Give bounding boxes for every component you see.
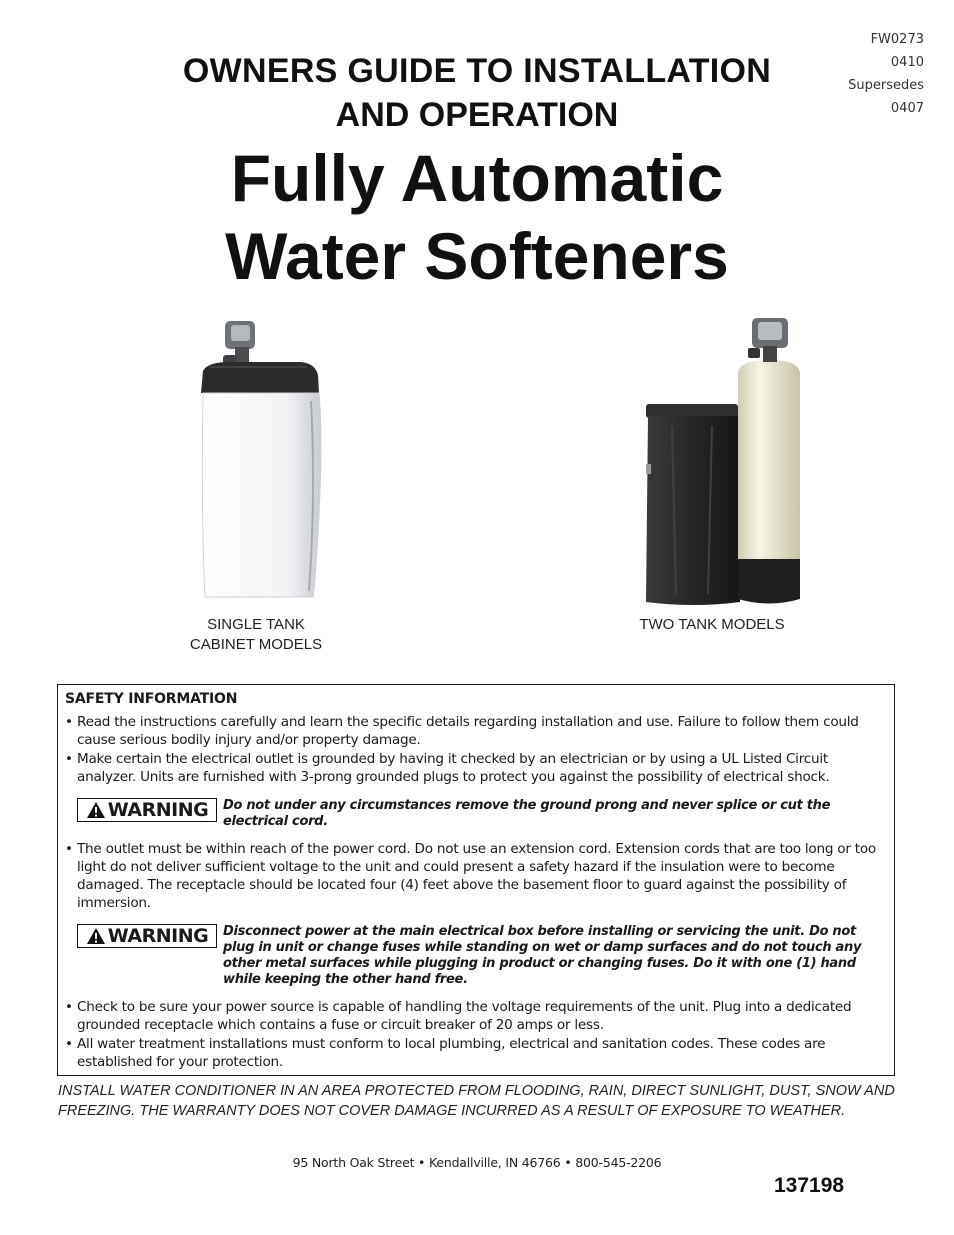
single-tank-caption-line1: SINGLE TANK: [207, 616, 305, 633]
safety-bullet-text: Make certain the electrical outlet is grounded by having it checked by an electrician or by using a UL Listed Circuit analyzer. Units are furnished with 3-prong grounded plugs to protect you against the possibility of electrical shock.: [77, 751, 830, 785]
title-line1: Fully Automatic: [230, 141, 724, 215]
safety-bullet: • The outlet must be within reach of the power cord. Do not use an extension cord. Extension cords that are too long or too light do not deliver sufficient voltage to the unit and could present a safety hazard if the insulation were to become damaged. The receptacle should be located four (4) feet above the basement floor to guard against the possibility of immersion.: [65, 841, 876, 911]
title-line2: Water Softeners: [225, 219, 729, 293]
warning-text: Do not under any circumstances remove the ground prong and never splice or cut the electrical cord.: [223, 798, 831, 829]
guide-heading-line1: OWNERS GUIDE TO INSTALLATION: [182, 52, 772, 90]
two-tank-image: [642, 314, 812, 608]
safety-bullet: • All water treatment installations must conform to local plumbing, electrical and sanitation codes. These codes are established for your protection.: [65, 1036, 826, 1070]
guide-heading-line2: AND OPERATION: [335, 96, 619, 134]
safety-bullet: • Read the instructions carefully and learn the specific details regarding installation and use. Failure to follow them could cause serious bodily injury and/or property damage.: [65, 714, 859, 748]
warning-row: [77, 798, 886, 830]
revision-code: 0410: [890, 55, 924, 70]
warning-text: Disconnect power at the main electrical box before installing or servicing the unit. Do not plug in unit or change fuses while standing on wet or damp surfaces and do not touch any other metal surfaces while plugging in product or changing fuses. Do it with one (1) hand while keeping the other hand free.: [223, 924, 862, 987]
company-address: 95 North Oak Street • Kendallville, IN 46766 • 800-545-2206: [292, 1155, 662, 1170]
safety-bullet-text: The outlet must be within reach of the power cord. Do not use an extension cord. Extension cords that are too long or too light do not deliver sufficient voltage to the unit and could present a safety hazard if the insulation were to become damaged. The receptacle should be located four (4) feet above the basement floor to guard against the possibility of immersion.: [77, 841, 876, 911]
form-number: FW0273: [870, 32, 924, 47]
warning-label: WARNING: [107, 925, 209, 947]
warning-badge: [77, 924, 217, 948]
safety-information-box: [57, 684, 895, 1076]
warning-badge: [77, 798, 217, 822]
part-number: 137198: [774, 1174, 845, 1197]
safety-bullet-text: Read the instructions carefully and learn the specific details regarding installation and use. Failure to follow them could cause serious bodily injury and/or property damage.: [77, 714, 859, 748]
single-tank-cabinet-image: [195, 315, 325, 605]
safety-bullet-text: Check to be sure your power source is capable of handling the voltage requirements of the unit. Plug into a dedicated grounded receptacle which contains a fuse or circuit breaker of 20 amps or less.: [77, 999, 852, 1033]
supersedes-label: Supersedes: [848, 78, 924, 93]
single-tank-caption-line2: CABINET MODELS: [189, 636, 323, 653]
single-tank-caption: [156, 615, 356, 655]
warning-label: WARNING: [107, 799, 209, 821]
safety-bullet-text: All water treatment installations must conform to local plumbing, electrical and sanitation codes. These codes are established for your protection.: [77, 1036, 826, 1070]
two-tank-caption: TWO TANK MODELS: [639, 616, 785, 633]
install-note: INSTALL WATER CONDITIONER IN AN AREA PROTECTED FROM FLOODING, RAIN, DIRECT SUNLIGHT, DUST, SNOW AND FREEZING. THE WARRANTY DOES NOT COVER DAMAGE INCURRED AS A RESULT OF EXPOSURE TO WEATHER.: [58, 1083, 895, 1119]
superseded-code: 0407: [890, 101, 924, 116]
warning-triangle-icon: [86, 927, 106, 945]
warning-row: [77, 924, 886, 988]
safety-title: SAFETY INFORMATION: [65, 691, 238, 707]
safety-bullet: • Make certain the electrical outlet is grounded by having it checked by an electrician or by using a UL Listed Circuit analyzer. Units are furnished with 3-prong grounded plugs to protect you against the possibility of electrical shock.: [65, 751, 830, 785]
safety-bullet: • Check to be sure your power source is capable of handling the voltage requirements of the unit. Plug into a dedicated grounded receptacle which contains a fuse or circuit breaker of 20 amps or less.: [65, 999, 852, 1033]
warning-triangle-icon: [86, 801, 106, 819]
